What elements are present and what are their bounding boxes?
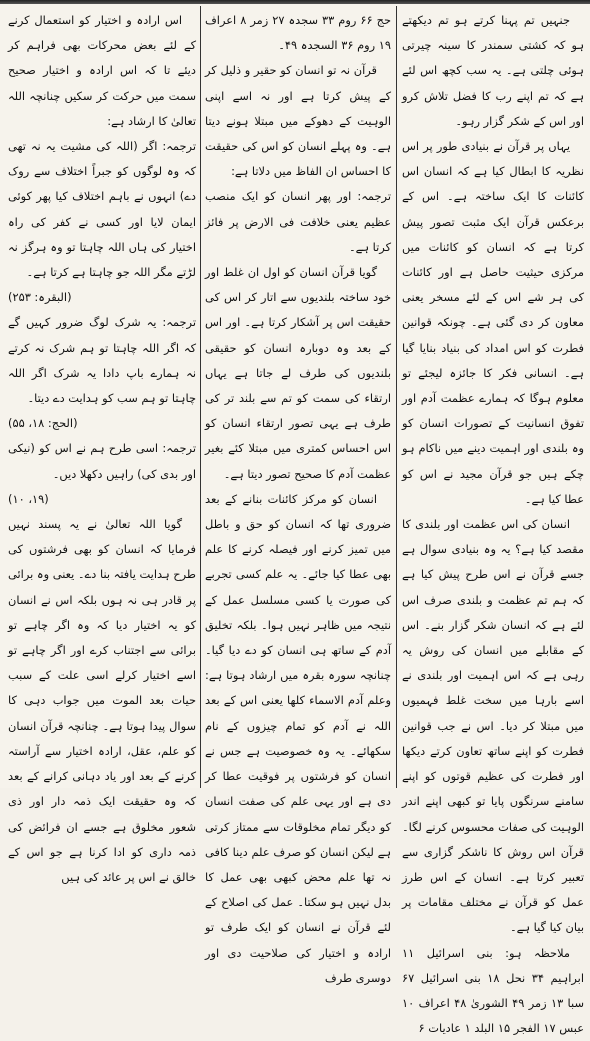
left-quote-3-ref: (۱۹، ۱۰) <box>8 491 49 506</box>
left-quote-1: ترجمہ: اگر (اللہ کی مشیت یہ نہ تھی کہ وہ لوگوں کو جبراً اختلاف سے روک دے) انہوں نے باہم اختلاف کیا پھر کوئی ایمان لایا اور کسی نے کفر کی راہ اختیار کی ہاں اللہ چاہتا تو وہ ہرگز نہ لڑتے مگر اللہ جو چاہتا ہے کرتا ہے۔ <box>8 139 196 280</box>
middle-column <box>205 8 392 985</box>
left-quote-1-ref: (البقرہ: ۲۵۳) <box>8 290 72 305</box>
top-border <box>0 0 590 4</box>
right-paragraph-1: جنہیں تم پہنا کرتے ہو تم دیکھتے ہو کہ کشتی سمندر کا سینہ چیرتی ہوئی چلتی ہے۔ یہ سب کچھ اس لئے ہے کہ تم اپنے رب کا فضل تلاش کرو اور اس کے شکر گزار رہو۔ <box>402 13 584 128</box>
right-column <box>402 8 585 1036</box>
middle-paragraph-2: گویا قرآن انسان کو اول ان غلط اور خود ساختہ بلندیوں سے اتار کر اس کی حقیقت اس پر آشکار کرتا ہے۔ اور اس کے بعد وہ دوبارہ انسان کو حقیقی بلندیوں کی طرف لے جاتا ہے یہاں ارتقاء کی سمت کو تم سے بلند تر کی طرف ہے یہی تصور ارتقاء انسان کو اس احساس کمتری میں مبتلا کئے بغیر عظمت آدم کا صحیح تصور دیتا ہے۔ <box>205 265 391 481</box>
right-reference: ملاحظہ ہو: بنی اسرائیل ۱۱ ابراہیم ۳۴ نحل ۱۸ بنی اسرائیل ۶۷ سبا ۱۳ زمر ۴۹ الشوریٰ ۴۸ اعراف ۱۰ عبس ۱۷ الفجر ۱۵ البلد ۱ عادیات ۶ <box>402 945 585 1036</box>
middle-paragraph-3: انسان کو مرکز کائنات بنانے کے بعد ضروری تھا کہ انسان کو حق و باطل میں تمیز کرنے اور فیصلہ کرنے کا علم بھی عطا کیا جائے۔ یہ علم کسی تجربے کی صورت یا کسی مسلسل عمل کے نتیجہ میں ظاہر نہیں ہوا۔ بلکہ تخلیق آدم کے ساتھ ہی انسان کو دے دیا گیا۔ چنانچہ سورہ بقرہ میں ارشاد ہوتا ہے: وعلم آدم الاسماء کلھا یعنی اس کے بعد اللہ نے آدم کو تمام چیزوں کے نام سکھائے۔ یہ وہ خصوصیت ہے جس نے انسان کو فرشتوں پر فوقیت عطا کر دی ہے اور یہی علم کی صفت انسان کو دیگر تمام مخلوقات سے ممتاز کرتی ہے لیکن انسان کو صرف علم دینا کافی نہ تھا علم محض کبھی بھی عمل کا بدل نہیں ہو سکتا۔ عمل کی اصلاح کے لئے قرآن نے انسان کو ایک طرف تو ارادہ و اختیار کی صلاحیت دی اور دوسری طرف <box>205 491 391 985</box>
left-quote-2-ref: (الحج: ۱۸، ۵۵) <box>8 416 78 431</box>
left-quote-2: ترجمہ: یہ شرک لوگ ضرور کہیں گے کہ اگر اللہ چاہتا تو ہم شرک نہ کرتے نہ ہمارے باپ دادا یہ شرک اگر اللہ چاہتا تو ہم سب کو ہدایت دے دیتا۔ <box>8 315 196 406</box>
middle-reference-top: حج ۶۶ روم ۳۳ سجدہ ۲۷ زمر ۸ اعراف ۱۹ روم ۳۶ السجدہ ۴۹۔ <box>205 13 392 53</box>
left-paragraph-1: اس ارادہ و اختیار کو استعمال کرنے کے لئے بعض محرکات بھی فراہم کر دیئے تا کہ اس ارادہ و اختیار صحیح سمت میں حرکت کر سکیں چنانچہ اللہ تعالیٰ کا ارشاد ہے: <box>8 13 196 128</box>
left-quote-3: ترجمہ: اسی طرح ہم نے اس کو (نیکی اور بدی کی) راہیں دکھلا دیں۔ <box>8 441 196 481</box>
column-divider-left <box>200 6 201 788</box>
left-paragraph-2: گویا اللہ تعالیٰ نے یہ پسند نہیں فرمایا کہ انسان کو بھی فرشتوں کی طرح ہدایت یافتہ بنا دے۔ یعنی وہ برائی پر قادر ہی نہ ہوں بلکہ اس نے انسان کو یہ اختیار دیا کہ وہ اگر چاہے تو برائی سے اجتناب کرے اور اگر چاہے تو اسے اختیار کرلے اسی علت کے سبب حیات بعد الموت میں جواب دہی کا سوال پیدا ہوتا ہے۔ چنانچہ قرآن انسان کو علم، عقل، ارادہ اختیار سے آراستہ کرنے کے بعد اور یاد دہانی کرانے کے بعد کہ وہ حقیقت ایک ذمہ دار اور ذی شعور مخلوق ہے جسے ان فرائض کی ذمہ داری کو ادا کرنا ہے جو اس کے خالق نے اس پر عائد کی ہیں <box>8 517 196 884</box>
right-paragraph-2: یہاں پر قرآن نے بنیادی طور پر اس نظریہ کا ابطال کیا ہے کہ انسان اس کائنات کا ایک ساختہ ہے۔ اس کے برعکس قرآن ایک مثبت تصور پیش کرتا ہے کہ انسان کو کائنات میں مرکزی حیثیت حاصل ہے اور کائنات کی ہر شے اس کے لئے مسخر یعنی معاون کر دی گئی ہے۔ چونکہ قوانین فطرت کو اس امداد کی بنیاد بنایا گیا ہے۔ انسانی فکر کا جائزہ لیجئے تو معلوم ہوگا کہ ہمارے عظمت آدم اور تفوق انسانیت کے تصورات انسان کو وہ بلندی اور اہمیت دینے میں ناکام ہو چکے ہیں جو قرآن مجید نے اس کو عطا کیا ہے۔ <box>402 139 584 506</box>
right-paragraph-3: انسان کی اس عظمت اور بلندی کا مقصد کیا ہے؟ یہ وہ بنیادی سوال ہے جسے قرآن نے اس طرح پیش کیا ہے کہ ہم تم عظمت و بلندی صرف اس لئے ہے کہ انسان شکر گزار بنے۔ اس کے مقابلے میں انسان کی روش یہ رہی ہے کہ اس اہمیت اور بلندی نے اسے بارہا میں سخت غلط فہمیوں میں مبتلا کر دیا۔ اس نے جب قوانین فطرت کو اپنے ساتھ تعاون کرتے دیکھا اور فطرت کی عظیم قوتوں کو اپنے سامنے سرنگوں پایا تو کبھی اپنے اندر الوہیت کی صفات محسوس کرنے لگا۔ قرآن اس روش کا ناشکر گزاری سے تعبیر کرتا ہے۔ انسان کے اس طرز عمل کو قرآن نے مختلف مقامات پر بیان کیا گیا ہے۔ <box>402 517 584 935</box>
column-divider-right <box>396 6 397 788</box>
middle-quote: ترجمہ: اور پھر انسان کو ایک منصب عظیم یعنی خلافت فی الارض پر فائز کرتا ہے۔ <box>205 189 391 254</box>
left-column <box>8 8 196 884</box>
middle-paragraph-1: قرآن نہ تو انسان کو حقیر و ذلیل کر کے پیش کرتا ہے اور نہ اسے اپنی الوہیت کے دھوکے میں مبتلا ہونے دیتا ہے۔ وہ پہلے انسان کو اس کی حقیقت کا احساس ان الفاظ میں دلاتا ہے: <box>205 63 391 179</box>
